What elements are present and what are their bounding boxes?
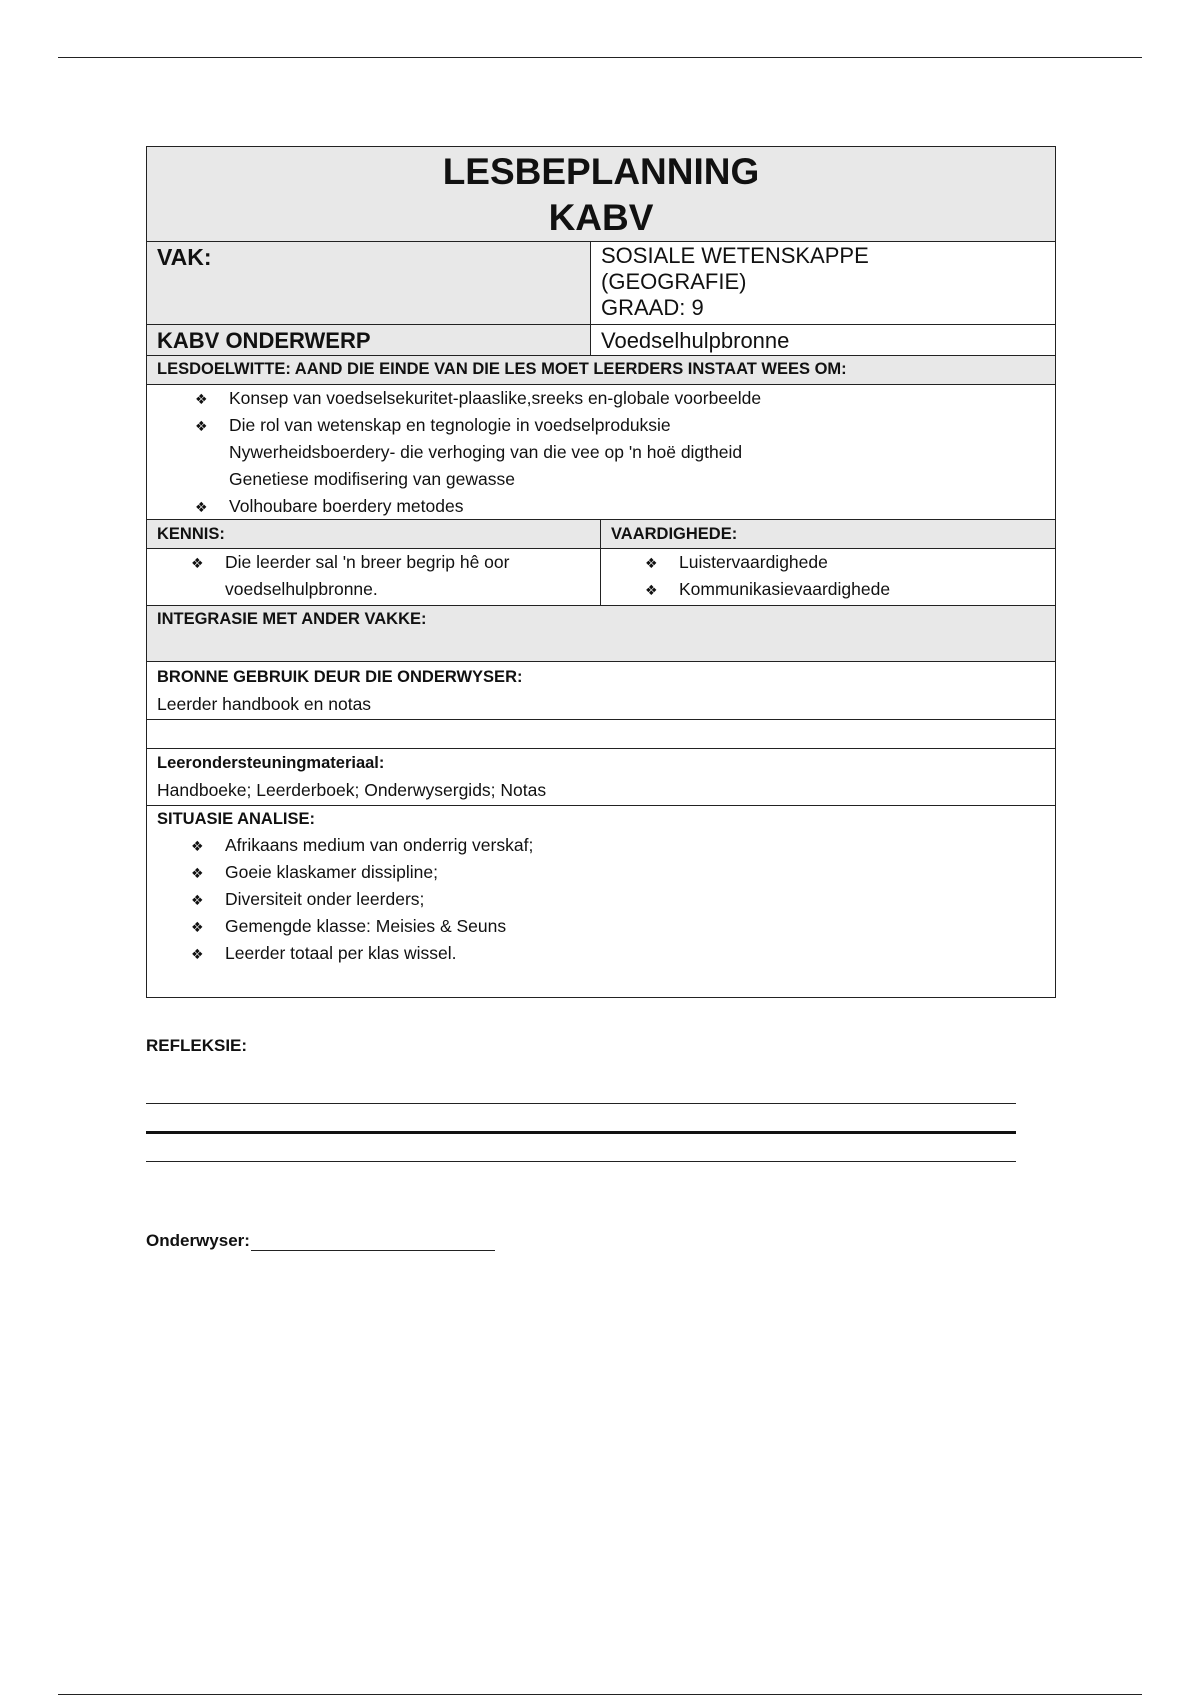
diamond-bullet-icon: ❖ [645,556,658,572]
diamond-bullet-icon: ❖ [191,893,204,909]
diamond-bullet-icon: ❖ [645,583,658,599]
diamond-bullet-icon: ❖ [191,920,204,936]
objectives-heading: LESDOELWITTE: AAND DIE EINDE VAN DIE LES MOET LEERDERS INSTAAT WEES OM: [147,356,1055,384]
list-item: ❖ Die leerder sal 'n breer begrip hê oor [191,549,590,576]
subject-row [147,241,1055,324]
topic-row [147,324,1055,355]
document-title [147,147,1055,241]
list-item: ❖ Volhoubare boerdery metodes [195,493,1045,520]
situation-row [147,805,1055,997]
integration-row [147,605,1055,661]
empty-cell [147,720,1055,748]
resources-value: Leerder handbook en notas [157,694,372,714]
page-header-rule [58,57,1142,58]
objectives-body-row [147,384,1055,519]
list-item: ❖ Kommunikasievaardighede [645,576,1045,603]
list-item: ❖ Konsep van voedselsekuritet-plaaslike,sreeks en-globale voorbeelde [195,385,1045,412]
skills-content [600,549,1055,605]
diamond-bullet-icon: ❖ [195,392,208,408]
support-material-value: Handboeke; Leerderboek; Onderwysergids; Notas [157,780,547,800]
title-row [147,147,1055,241]
title-line-1: LESBEPLANNING [442,151,760,192]
subject-value [590,242,1055,324]
knowledge-skills-body-row [147,548,1055,605]
list-item: ❖ Luistervaardighede [645,549,1045,576]
skills-heading: VAARDIGHEDE: [600,520,1055,548]
list-item: Genetiese modifisering van gewasse [229,469,515,489]
diamond-bullet-icon: ❖ [191,947,204,963]
list-item: ❖ Gemengde klasse: Meisies & Seuns [191,913,1045,940]
situation-list [157,832,1045,967]
teacher-signature-field [146,1230,495,1251]
reflection-label: REFLEKSIE: [146,1036,248,1055]
title-line-2: KABV [548,197,654,238]
knowledge-content [147,549,600,605]
reflection-line[interactable] [146,1103,1016,1104]
diamond-bullet-icon: ❖ [195,419,208,435]
reflection-line[interactable] [146,1161,1016,1162]
topic-value: Voedselhulpbronne [590,325,1055,355]
resources-section [147,662,1055,719]
list-item: ❖ Diversiteit onder leerders; [191,886,1045,913]
support-material-heading: Leerondersteuningmateriaal: [157,754,385,772]
resources-row [147,661,1055,719]
grade-value: GRAAD: 9 [601,295,704,320]
support-material-row [147,748,1055,805]
list-item: ❖ Afrikaans medium van onderrig verskaf; [191,832,1045,859]
diamond-bullet-icon: ❖ [195,500,208,516]
situation-heading: SITUASIE ANALISE: [157,810,315,828]
knowledge-skills-heading-row [147,519,1055,548]
subject-value-line-2: (GEOGRAFIE) [601,269,747,294]
teacher-label: Onderwyser: [146,1231,250,1250]
list-item: ❖ Leerder totaal per klas wissel. [191,940,1045,967]
list-item: Nywerheidsboerdery- die verhoging van die vee op 'n hoë digtheid [229,442,743,462]
teacher-signature-line[interactable] [251,1230,495,1251]
topic-label: KABV ONDERWERP [147,325,590,355]
resources-heading: BRONNE GEBRUIK DEUR DIE ONDERWYSER: [157,668,523,686]
list-item: ❖ Die rol van wetenskap en tegnologie in voedselproduksie [195,412,1045,439]
page-footer-rule [58,1694,1142,1695]
diamond-bullet-icon: ❖ [191,866,204,882]
objectives-list [147,385,1055,519]
list-item: ❖ Goeie klaskamer dissipline; [191,859,1045,886]
support-material-section [147,749,1055,805]
lesson-plan-table [146,146,1056,998]
diamond-bullet-icon: ❖ [191,556,204,572]
diamond-bullet-icon: ❖ [191,839,204,855]
objectives-heading-row [147,355,1055,384]
integration-heading: INTEGRASIE MET ANDER VAKKE: [147,606,1055,661]
subject-value-line-1: SOSIALE WETENSKAPPE [601,243,869,268]
situation-section [147,806,1055,997]
subject-label: VAK: [147,242,590,324]
empty-row [147,719,1055,748]
list-item-continuation: voedselhulpbronne. [225,579,378,599]
knowledge-heading: KENNIS: [147,520,600,548]
reflection-line[interactable] [146,1131,1016,1134]
